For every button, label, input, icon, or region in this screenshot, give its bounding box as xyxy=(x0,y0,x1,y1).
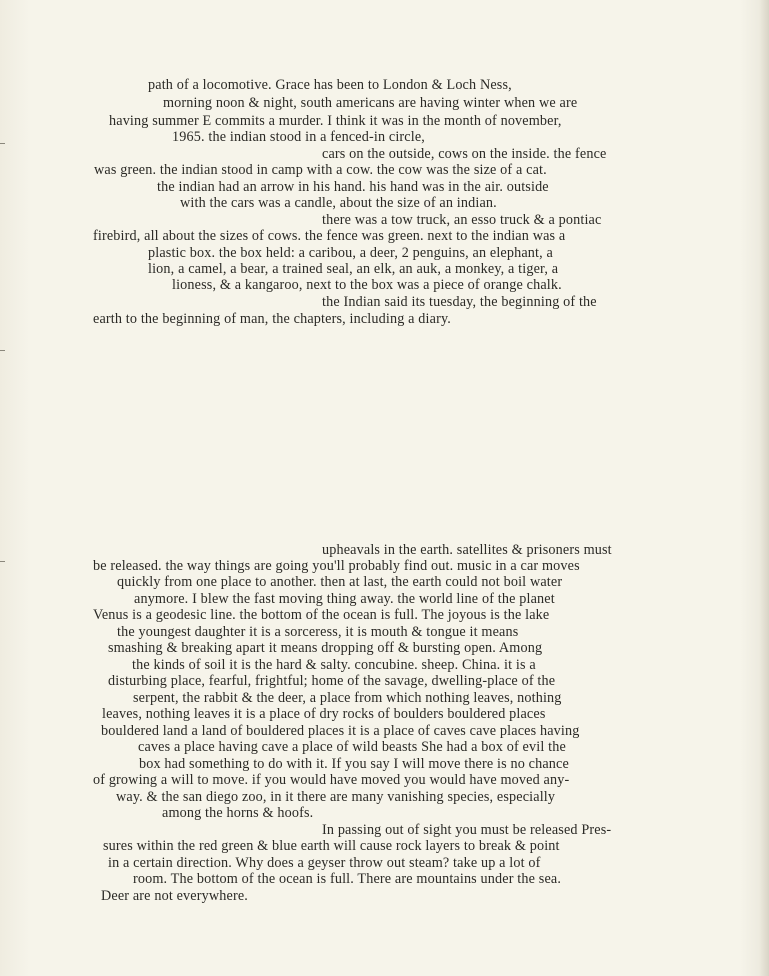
text-line: way. & the san diego zoo, in it there are many vanishing species, especially xyxy=(116,789,556,805)
text-line: box had something to do with it. If you say I will move there is no chance xyxy=(139,756,569,772)
text-line: lioness, & a kangaroo, next to the box was a piece of orange chalk. xyxy=(172,277,562,293)
text-line: cars on the outside, cows on the inside. the fence xyxy=(322,146,607,162)
text-line: the youngest daughter it is a sorceress, it is mouth & tongue it means xyxy=(117,624,519,640)
margin-mark xyxy=(0,143,5,144)
text-line: the indian had an arrow in his hand. his hand was in the air. outside xyxy=(157,179,549,195)
text-line: earth to the beginning of man, the chapters, including a diary. xyxy=(93,311,451,327)
text-line: bouldered land a land of bouldered places it is a place of caves cave places having xyxy=(101,723,580,739)
text-line: in a certain direction. Why does a geyser throw out steam? take up a lot of xyxy=(108,855,541,871)
text-line: path of a locomotive. Grace has been to London & Loch Ness, xyxy=(148,77,512,93)
text-line: sures within the red green & blue earth will cause rock layers to break & point xyxy=(103,838,560,854)
text-line: of growing a will to move. if you would have moved you would have moved any- xyxy=(93,772,570,788)
text-line: anymore. I blew the fast moving thing away. the world line of the planet xyxy=(134,591,555,607)
text-line: the kinds of soil it is the hard & salty. concubine. sheep. China. it is a xyxy=(132,657,536,673)
text-line: In passing out of sight you must be released Pres- xyxy=(322,822,612,838)
margin-mark xyxy=(0,561,5,562)
text-line: disturbing place, fearful, frightful; home of the savage, dwelling-place of the xyxy=(108,673,556,689)
text-line: Deer are not everywhere. xyxy=(101,888,248,904)
text-line: be released. the way things are going you'll probably find out. music in a car moves xyxy=(93,558,580,574)
margin-mark xyxy=(0,350,5,351)
text-line: leaves, nothing leaves it is a place of dry rocks of boulders bouldered places xyxy=(102,706,546,722)
text-line: with the cars was a candle, about the size of an indian. xyxy=(180,195,497,211)
text-line: lion, a camel, a bear, a trained seal, an elk, an auk, a monkey, a tiger, a xyxy=(148,261,559,277)
text-line: room. The bottom of the ocean is full. There are mountains under the sea. xyxy=(133,871,562,887)
text-line: among the horns & hoofs. xyxy=(162,805,314,821)
text-line: caves a place having cave a place of wild beasts She had a box of evil the xyxy=(138,739,566,755)
text-line: plastic box. the box held: a caribou, a deer, 2 penguins, an elephant, a xyxy=(148,245,553,261)
text-line: upheavals in the earth. satellites & prisoners must xyxy=(322,542,612,558)
text-line: having summer E commits a murder. I think it was in the month of november, xyxy=(109,113,562,129)
text-line: smashing & breaking apart it means dropping off & bursting open. Among xyxy=(108,640,543,656)
text-line: quickly from one place to another. then at last, the earth could not boil water xyxy=(117,574,563,590)
text-line: there was a tow truck, an esso truck & a pontiac xyxy=(322,212,602,228)
text-line: the Indian said its tuesday, the beginning of the xyxy=(322,294,597,310)
text-line: morning noon & night, south americans are having winter when we are xyxy=(163,95,578,111)
text-line: 1965. the indian stood in a fenced-in circle, xyxy=(172,129,425,145)
text-line: Venus is a geodesic line. the bottom of the ocean is full. The joyous is the lake xyxy=(93,607,550,623)
page-edge xyxy=(759,0,769,976)
text-line: firebird, all about the sizes of cows. the fence was green. next to the indian was a xyxy=(93,228,566,244)
text-line: serpent, the rabbit & the deer, a place from which nothing leaves, nothing xyxy=(133,690,562,706)
text-line: was green. the indian stood in camp with a cow. the cow was the size of a cat. xyxy=(94,162,547,178)
